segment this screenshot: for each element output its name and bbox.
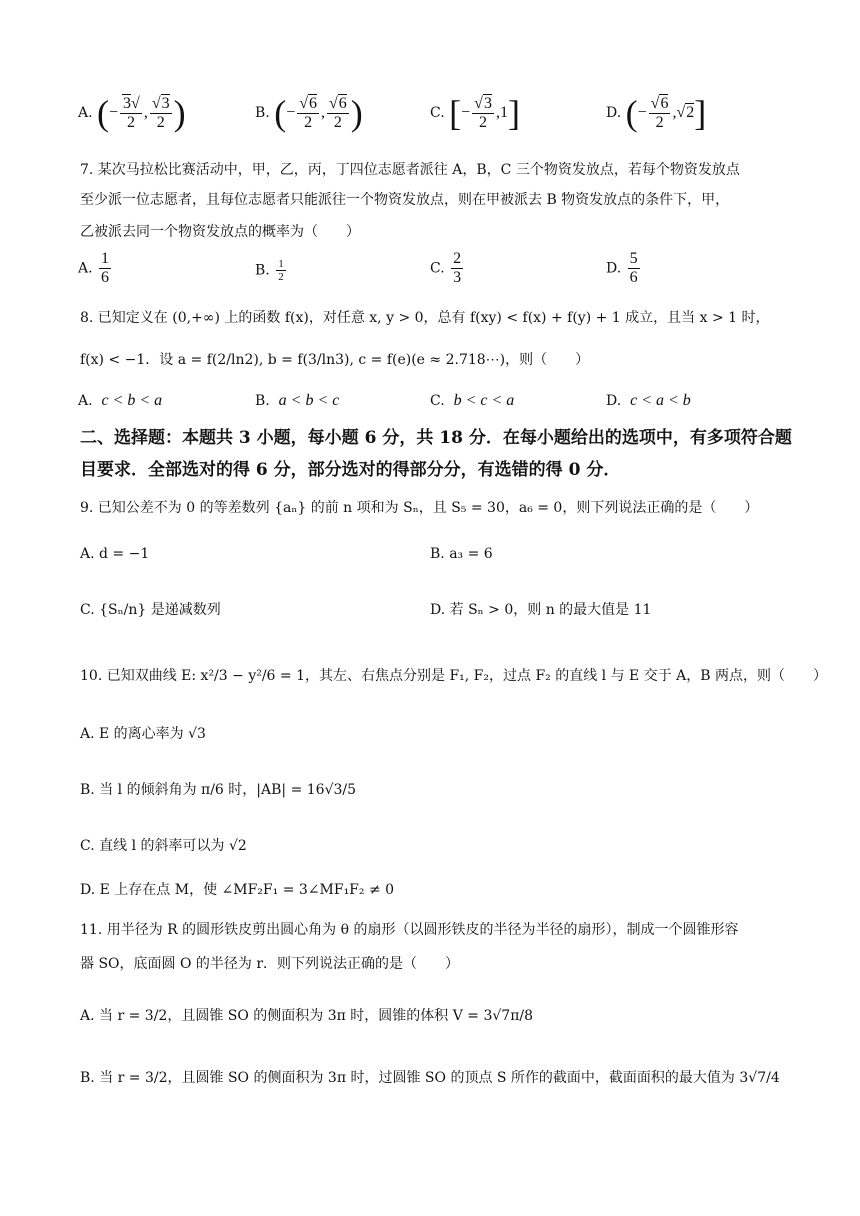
q9-option-a: A. d = −1 xyxy=(80,546,150,562)
q6-option-c: C. [− $\frac{√3}{2}$ ,1] xyxy=(430,93,520,133)
q7-option-b: B. $\frac{1}{2}$ xyxy=(255,258,284,283)
q11-line-2: 器 SO，底面圆 O 的半径为 r．则下列说法正确的是（ ） xyxy=(80,956,460,972)
q9-option-c: C. {Sₙ/n} 是递减数列 xyxy=(80,602,221,618)
q10-option-a: A. E 的离心率为 √3 xyxy=(80,726,206,742)
q6-option-a: A. (− $\frac{3√}{2}$ , $\frac{√3}{2}$ ) xyxy=(78,93,186,133)
q9-option-d: D. 若 Sₙ > 0，则 n 的最大值是 11 xyxy=(430,602,652,618)
q11-line-1: 11. 用半径为 R 的圆形铁皮剪出圆心角为 θ 的扇形（以圆形铁皮的半径为半径的扇形），制成一个圆锥形容 xyxy=(80,922,739,938)
option-label: A. xyxy=(78,105,93,121)
q9-option-b: B. a₃ = 6 xyxy=(430,546,493,562)
section-2-heading-line-2: 目要求．全部选对的得 6 分，部分选对的得部分分，有选错的得 0 分． xyxy=(80,460,621,480)
q8-option-a: A. c < b < a xyxy=(78,392,163,409)
q7-option-a: A. $\frac{1}{6}$ xyxy=(78,250,110,286)
q6-option-b: B. (− $\frac{√6}{2}$ , $\frac{√6}{2}$ ) xyxy=(255,93,363,133)
q8-line-1: 8. 已知定义在 (0,+∞) 上的函数 f(x)，对任意 x, y > 0，总有 f(xy) < f(x) + f(y) + 1 成立，且当 x > 1 时， xyxy=(80,310,770,326)
q10-option-c: C. 直线 l 的斜率可以为 √2 xyxy=(80,838,247,854)
q8-line-2: f(x) < −1．设 a = f(2/ln2), b = f(3/ln3), c = f(e)(e ≈ 2.718⋯)，则（ ） xyxy=(80,352,590,368)
section-2-heading-line-1: 二、选择题：本题共 3 小题，每小题 6 分，共 18 分．在每小题给出的选项中，有多项符合题 xyxy=(80,428,792,448)
q8-option-b: B. a < b < c xyxy=(255,392,340,409)
q6-option-d: D. (− $\frac{√6}{2}$ ,√2] xyxy=(606,93,707,133)
q7-line-1: 7. 某次马拉松比赛活动中，甲，乙，丙，丁四位志愿者派往 A，B，C 三个物资发放点，若每个物资发放点 xyxy=(80,162,740,178)
q7-option-d: D. $\frac{5}{6}$ xyxy=(606,250,638,286)
q8-option-c: C. b < c < a xyxy=(430,392,515,409)
q7-line-3: 乙被派去同一个物资发放点的概率为（ ） xyxy=(80,224,360,240)
q11-option-b: B. 当 r = 3/2，且圆锥 SO 的侧面积为 3π 时，过圆锥 SO 的顶点 S 所作的截面中，截面面积的最大值为 3√7/4 xyxy=(80,1070,780,1086)
q8-option-d: D. c < a < b xyxy=(606,392,691,409)
q7-option-c: C. $\frac{2}{3}$ xyxy=(430,250,462,286)
q7-line-2: 至少派一位志愿者，且每位志愿者只能派往一个物资发放点，则在甲被派去 B 物资发放点的条件下，甲， xyxy=(80,192,730,208)
q10-option-b: B. 当 l 的倾斜角为 π/6 时，|AB| = 16√3/5 xyxy=(80,782,357,798)
q9-stem: 9. 已知公差不为 0 的等差数列 {aₙ} 的前 n 项和为 Sₙ，且 S₅ = 30，a₆ = 0，则下列说法正确的是（ ） xyxy=(80,500,759,516)
q10-stem: 10. 已知双曲线 E: x²/3 − y²/6 = 1，其左、右焦点分别是 F₁, F₂，过点 F₂ 的直线 l 与 E 交于 A，B 两点，则（ ） xyxy=(80,668,828,684)
q10-option-d: D. E 上存在点 M，使 ∠MF₂F₁ = 3∠MF₁F₂ ≠ 0 xyxy=(80,882,395,898)
q11-option-a: A. 当 r = 3/2，且圆锥 SO 的侧面积为 3π 时，圆锥的体积 V = 3√7π/8 xyxy=(80,1008,534,1024)
